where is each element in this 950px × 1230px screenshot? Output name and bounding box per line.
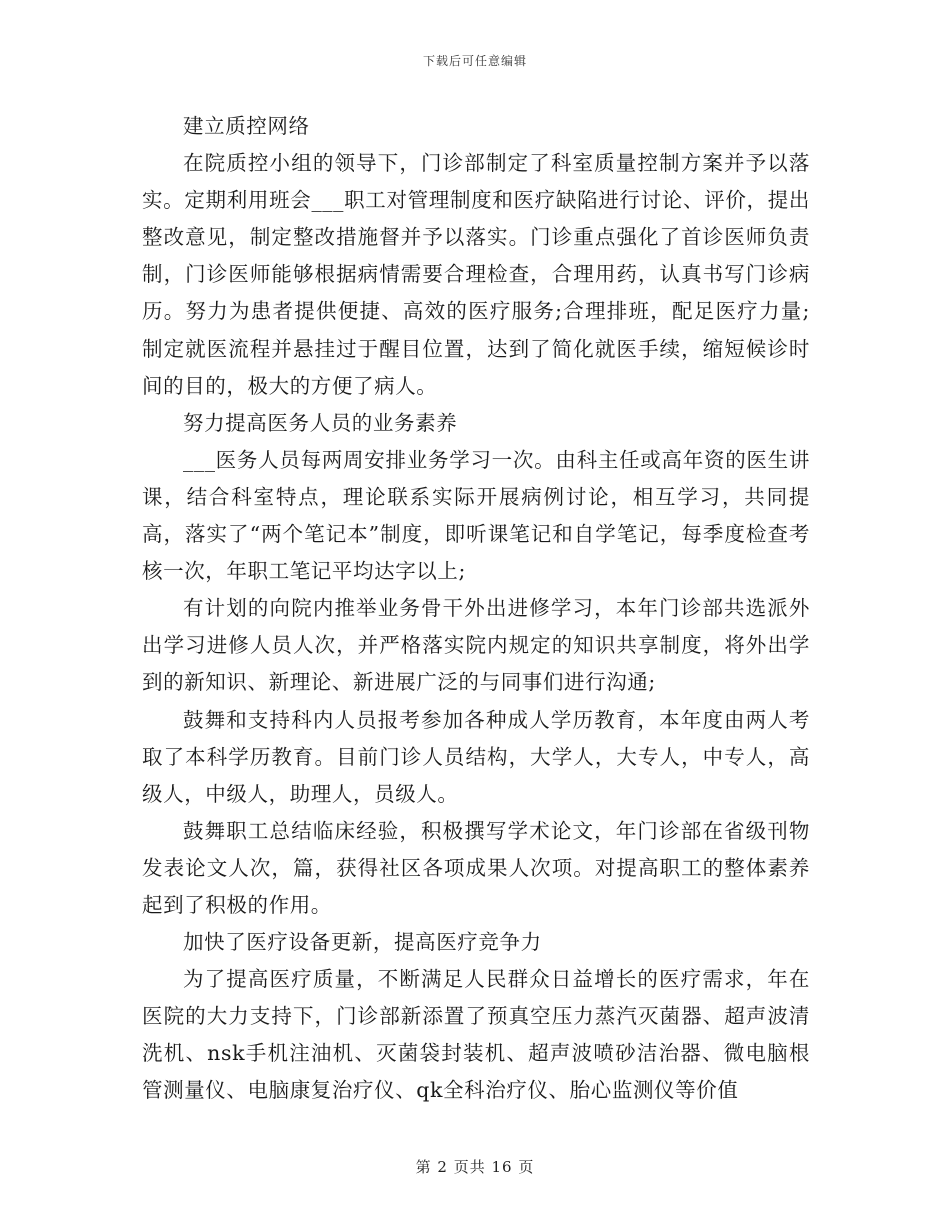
paragraph-external-training: 有计划的向院内推举业务骨干外出进修学习，本年门诊部共选派外出学习进修人员人次，并严格落实院内规定的知识共享制度，将外出学到的新知识、新理论、新进展广泛的与同事们进行沟通; bbox=[142, 596, 810, 695]
paragraph-academic-papers: 鼓舞职工总结临床经验，积极撰写学术论文，年门诊部在省级刊物发表论文人次，篇，获得社区各项成果人次项。对提高职工的整体素养起到了积极的作用。 bbox=[142, 818, 810, 917]
document-body bbox=[142, 108, 810, 1110]
section-heading-quality-control: 建立质控网络 bbox=[183, 114, 310, 138]
section-heading-equipment: 加快了医疗设备更新，提高医疗竞争力 bbox=[183, 930, 542, 955]
page-header: 下载后可任意编辑 bbox=[422, 54, 527, 68]
section-heading-staff-training: 努力提高医务人员的业务素养 bbox=[183, 410, 458, 435]
page-number: 第 2 页共 16 页 bbox=[415, 1158, 535, 1176]
paragraph-equipment: 为了提高医疗质量，不断满足人民群众日益增长的医疗需求，年在医院的大力支持下，门诊部新添置了预真空压力蒸汽灭菌器、超声波清洗机、nsk手机注油机、灭菌袋封装机、超声波喷砂洁治器、微电脑根管测量仪、电脑康复治疗仪、qk全科治疗仪、胎心监测仪等价值 bbox=[142, 967, 810, 1103]
paragraph-education: 鼓舞和支持科内人员报考参加各种成人学历教育，本年度由两人考取了本科学历教育。目前门诊人员结构，大学人，大专人，中专人，高级人，中级人，助理人，员级人。 bbox=[142, 707, 810, 806]
paragraph-study-schedule: ___医务人员每两周安排业务学习一次。由科主任或高年资的医生讲课，结合科室特点，理论联系实际开展病例讨论，相互学习，共同提高，落实了“两个笔记本”制度，即听课笔记和自学笔记，每季度检查考核一次，年职工笔记平均达字以上; bbox=[142, 447, 810, 584]
paragraph-quality-control: 在院质控小组的领导下，门诊部制定了科室质量控制方案并予以落实。定期利用班会___职工对管理制度和医疗缺陷进行讨论、评价，提出整改意见，制定整改措施督并予以落实。门诊重点强化了首诊医师负责制，门诊医师能够根据病情需要合理检查，合理用药，认真书写门诊病历。努力为患者提供便捷、高效的医疗服务;合理排班，配足医疗力量;制定就医流程并悬挂过于醒目位置，达到了简化就医手续，缩短候诊时间的目的，极大的方便了病人。 bbox=[142, 151, 810, 398]
